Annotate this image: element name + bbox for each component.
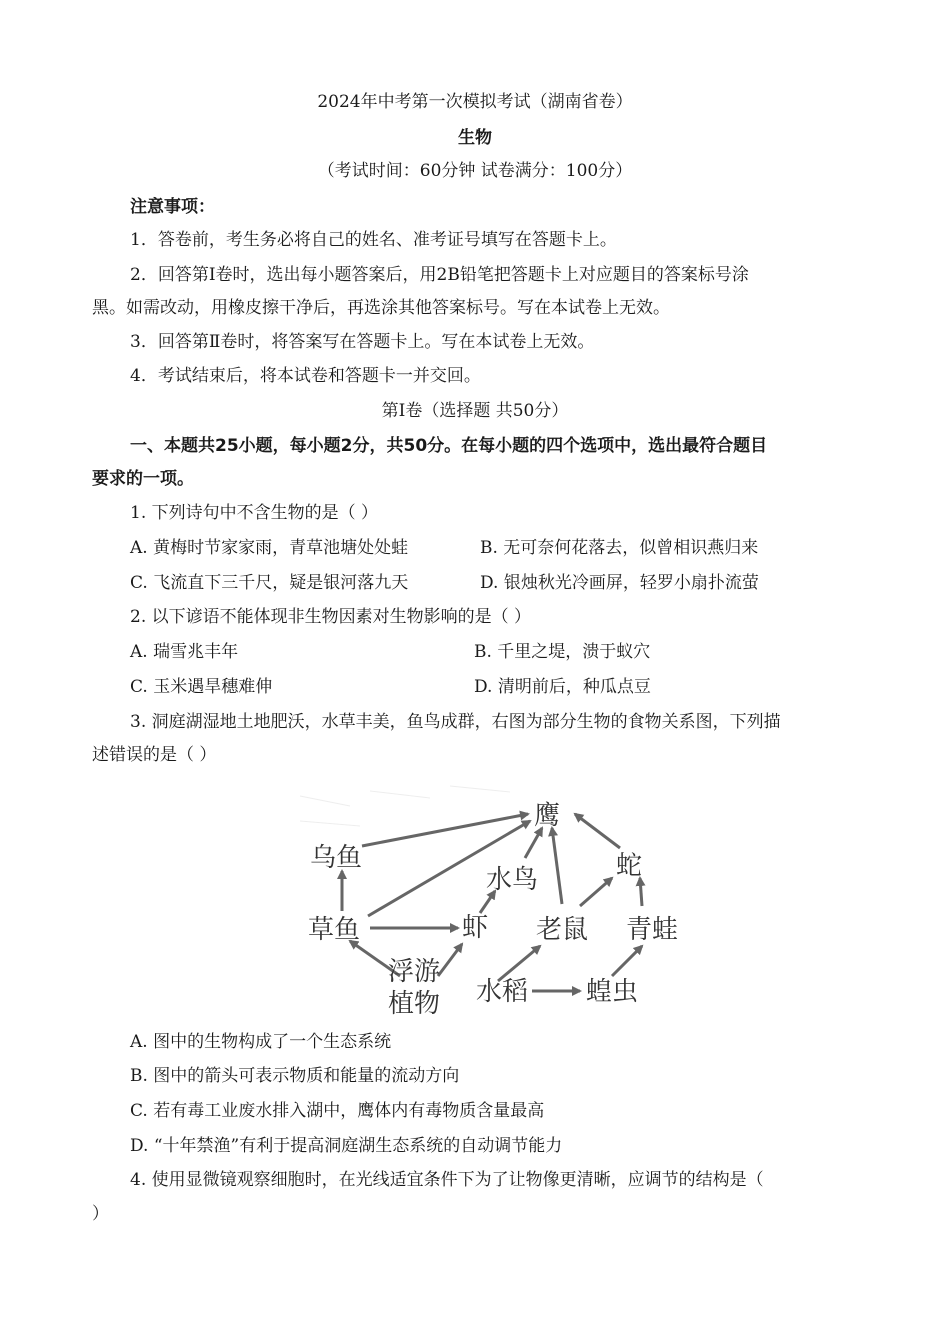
q4-stem-line2: ） [92,1204,109,1224]
q2-stem: 2. 以下谚语不能体现非生物因素对生物影响的是（ ） [130,607,532,627]
q1-stem: 1. 下列诗句中不含生物的是（ ） [130,503,379,523]
q4-stem-line1: 4. 使用显微镜观察细胞时，在光线适宜条件下为了让物像更清晰，应调节的结构是（ [130,1170,764,1190]
exam-title: 2024年中考第一次模拟考试（湖南省卷） [317,92,633,112]
section-instruction-line2: 要求的一项。 [92,469,194,489]
node-frog: 青蛙 [626,915,679,945]
q3-stem-line2: 述错误的是（ ） [92,745,217,765]
note-item-4: 4．考试结束后，将本试卷和答题卡一并交回。 [130,366,481,386]
node-locust: 蝗虫 [586,977,639,1007]
q1-option-c: C. 飞流直下三千尺，疑是银河落九天 [130,573,409,593]
subject-title: 生物 [458,128,492,148]
node-plankton-line2: 植物 [388,989,441,1018]
q2-option-b: B. 千里之堤，溃于蚁穴 [474,642,651,662]
note-item-3: 3．回答第Ⅱ卷时，将答案写在答题卡上。写在本试卷上无效。 [130,332,595,352]
node-plankton-line1: 浮游 [388,957,441,987]
q2-option-d: D. 清明前后，种瓜点豆 [474,677,651,697]
arrow-frog-snake [640,878,642,906]
node-snakehead: 乌鱼 [310,843,363,873]
q3-option-a: A. 图中的生物构成了一个生态系统 [130,1032,392,1052]
node-rat: 老鼠 [536,915,589,945]
food-web-diagram [290,776,690,1018]
node-rice: 水稻 [476,977,529,1007]
node-snake: 蛇 [616,851,643,881]
q3-option-d: D. “十年禁渔”有利于提高洞庭湖生态系统的自动调节能力 [130,1136,563,1156]
q1-option-b: B. 无可奈何花落去，似曾相识燕归来 [480,538,759,558]
q3-option-b: B. 图中的箭头可表示物质和能量的流动方向 [130,1066,460,1086]
node-shrimp: 虾 [462,913,489,943]
node-eagle: 鹰 [534,801,561,831]
node-waterbird: 水鸟 [486,865,539,895]
q3-option-c: C. 若有毒工业废水排入湖中，鹰体内有毒物质含量最高 [130,1101,545,1121]
notes-heading: 注意事项： [130,197,215,217]
section-instruction-line1: 一、本题共25小题，每小题2分，共50分。在每小题的四个选项中，选出最符合题目 [130,436,768,456]
section-heading: 第Ⅰ卷（选择题 共50分） [381,401,569,421]
q1-option-a: A. 黄梅时节家家雨，青草池塘处处蛙 [130,538,409,558]
q1-option-d: D. 银烛秋光冷画屏，轻罗小扇扑流萤 [480,573,759,593]
note-item-2-line1: 2．回答第Ⅰ卷时，选出每小题答案后，用2B铅笔把答题卡上对应题目的答案标号涂 [130,265,749,285]
exam-time-info: （考试时间：60分钟 试卷满分：100分） [317,161,633,181]
note-item-1: 1．答卷前，考生务必将自己的姓名、准考证号填写在答题卡上。 [130,230,617,250]
q3-stem-line1: 3. 洞庭湖湿地土地肥沃，水草丰美，鱼鸟成群，右图为部分生物的食物关系图，下列描 [130,712,781,732]
node-grass-carp: 草鱼 [308,915,361,945]
note-item-2-line2: 黑。如需改动，用橡皮擦干净后，再选涂其他答案标号。写在本试卷上无效。 [92,298,670,318]
q2-option-c: C. 玉米遇旱穗难伸 [130,677,273,697]
q2-option-a: A. 瑞雪兆丰年 [130,642,239,662]
